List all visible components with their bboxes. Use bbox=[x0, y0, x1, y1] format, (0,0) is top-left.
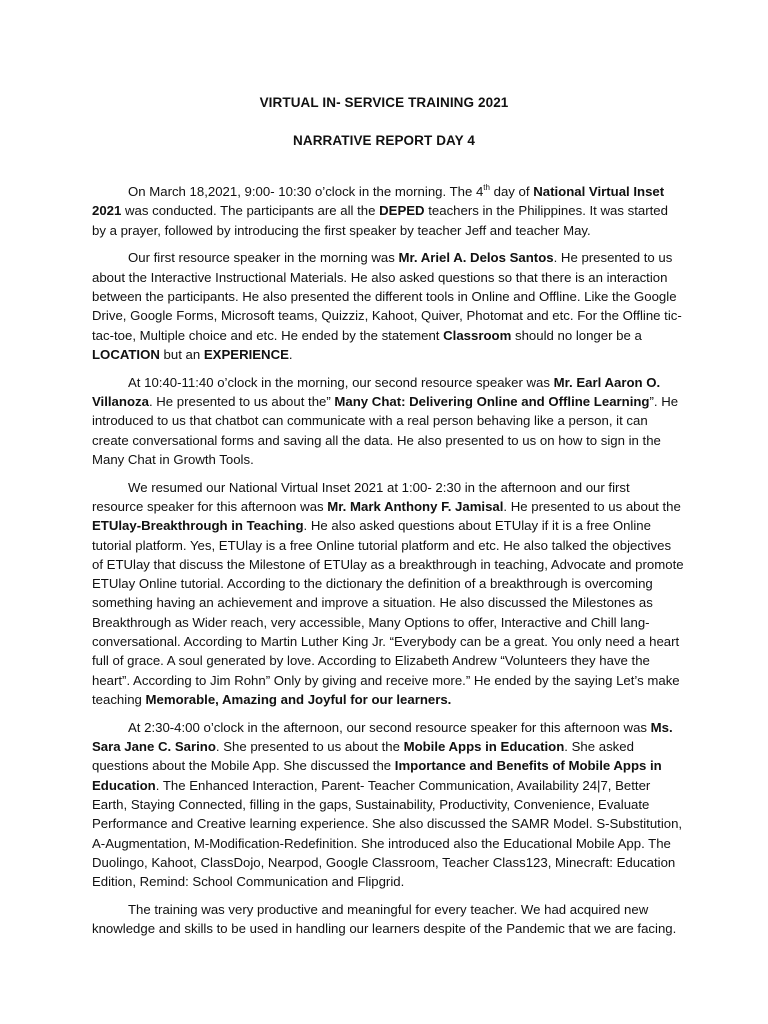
text-run: . bbox=[288, 346, 293, 362]
report-body bbox=[92, 182, 684, 947]
paragraph-conclusion bbox=[92, 900, 684, 939]
speaker-name: Mr. Earl Aaron O. Villanoza bbox=[92, 374, 661, 409]
text-run: The training was very productive and meaningful for every teacher. We had acquired new knowledge and skills to be used in handling our learners despite of the Pandemic that we are facing. bbox=[92, 901, 677, 937]
text-run: . He presented to us about the” bbox=[148, 393, 335, 409]
paragraph-first-speaker bbox=[92, 248, 684, 364]
text-run: . She asked questions about the Mobile App. She discussed the bbox=[92, 739, 634, 774]
document-subtitle: NARRATIVE REPORT DAY 4 bbox=[293, 133, 475, 148]
text-run: We resumed our National Virtual Inset 2021 at 1:00- 2:30 in the afternoon and our first resource speaker for this afternoon was bbox=[92, 479, 630, 514]
document-title: VIRTUAL IN- SERVICE TRAINING 2021 bbox=[259, 95, 509, 110]
emphasis-text: Classroom bbox=[443, 327, 512, 343]
topic-title: Many Chat: Delivering Online and Offline Learning bbox=[334, 393, 650, 409]
text-run: . She presented to us about the bbox=[215, 739, 404, 755]
emphasis-text: LOCATION bbox=[92, 346, 160, 362]
text-run: At 2:30-4:00 o’clock in the afternoon, our second resource speaker for this afternoon was bbox=[128, 719, 651, 735]
topic-title: Importance and Benefits of Mobile Apps in Education bbox=[92, 758, 662, 793]
text-run: . He presented to us about the Interactive Instructional Materials. He also asked questions so that there is an interaction between the participants. He also presented the different tools in Online and Offline. Like the Google Drive, Google Forms, Microsoft teams, Quizziz, Kahoot, Quiver, Photomat and etc. For the Offline tic-tac-toe, Multiple choice and etc. He ended by the statement bbox=[92, 250, 682, 343]
topic-title: ETUlay-Breakthrough in Teaching bbox=[92, 518, 304, 534]
text-run: ”. He introduced to us that chatbot can communicate with a real person behaving like a person, it can create conversational forms and saving all the data. He also presented to us on how to sign in the Many Chat in Growth Tools. bbox=[92, 393, 679, 467]
organization-name: DEPED bbox=[379, 203, 425, 219]
text-run: At 10:40-11:40 o’clock in the morning, our second resource speaker was bbox=[128, 374, 554, 390]
speaker-name: Mr. Mark Anthony F. Jamisal bbox=[327, 498, 504, 514]
emphasis-text: EXPERIENCE bbox=[203, 346, 289, 362]
text-run: but an bbox=[159, 346, 204, 362]
text-run: . The Enhanced Interaction, Parent- Teacher Communication, Availability 24|7, Better Earth, Staying Connected, filling in the gaps, Sustainability, Productivity, Convenience, Evaluate Performance and Creative learning experience. She also discussed the SAMR Model. S-Substitution, A-Augmentation, M-Modification-Redefinition. She introduced also the Educational Mobile App. The Duolingo, Kahoot, ClassDojo, Nearpod, Google Classroom, Teacher Class123, Minecraft: Education Edition, Remind: School Communication and Flipgrid. bbox=[92, 777, 683, 890]
text-run: . He also asked questions about ETUlay if it is a free Online tutorial platform. Yes, ETUlay is a free Online tutorial platform and etc. He also talked the objectives of ETUlay that discuss the Milestone of ETUlay as a breakthrough in teaching, Advocate and promote ETUlay Online tutorial. According to the dictionary the definition of a breakthrough is overcoming something having an achievement and improve a situation. He also discussed the Milestones as Breakthrough as Wider reach, very accessible, Many Options to offer, Interactive and Chill lang-conversational. According to Martin Luther King Jr. “Everybody can be a great. You only need a heart full of grace. A soul generated by love. According to Elizabeth Andrew “Volunteers they have the heart”. According to Jim Rohn” Only by giving and receive more.” He ended by the saying Let’s make teaching bbox=[92, 518, 684, 707]
text-run: On March 18,2021, 9:00- 10:30 o’clock in the morning. The 4 bbox=[128, 184, 484, 199]
text-run: . He presented to us about the bbox=[503, 498, 681, 514]
emphasis-text: Memorable, Amazing and Joyful for our learners. bbox=[145, 691, 452, 707]
text-run: should no longer be a bbox=[511, 327, 642, 343]
speaker-name: Mr. Ariel A. Delos Santos bbox=[398, 250, 554, 266]
event-name: National Virtual Inset 2021 bbox=[92, 184, 665, 219]
text-run: teachers in the Philippines. It was started by a prayer, followed by introducing the first speaker by teacher Jeff and teacher May. bbox=[92, 203, 668, 238]
paragraph-intro bbox=[92, 182, 684, 240]
paragraph-afternoon-speaker-2 bbox=[92, 718, 684, 892]
paragraph-second-speaker bbox=[92, 373, 684, 469]
speaker-name: Ms. Sara Jane C. Sarino bbox=[92, 719, 673, 755]
superscript: th bbox=[483, 183, 490, 192]
text-run: day of bbox=[489, 184, 534, 199]
text-run: Our first resource speaker in the morning was bbox=[128, 250, 399, 266]
paragraph-afternoon-speaker-1 bbox=[92, 478, 684, 710]
text-run: was conducted. The participants are all the bbox=[121, 203, 380, 219]
topic-title: Mobile Apps in Education bbox=[403, 739, 565, 755]
